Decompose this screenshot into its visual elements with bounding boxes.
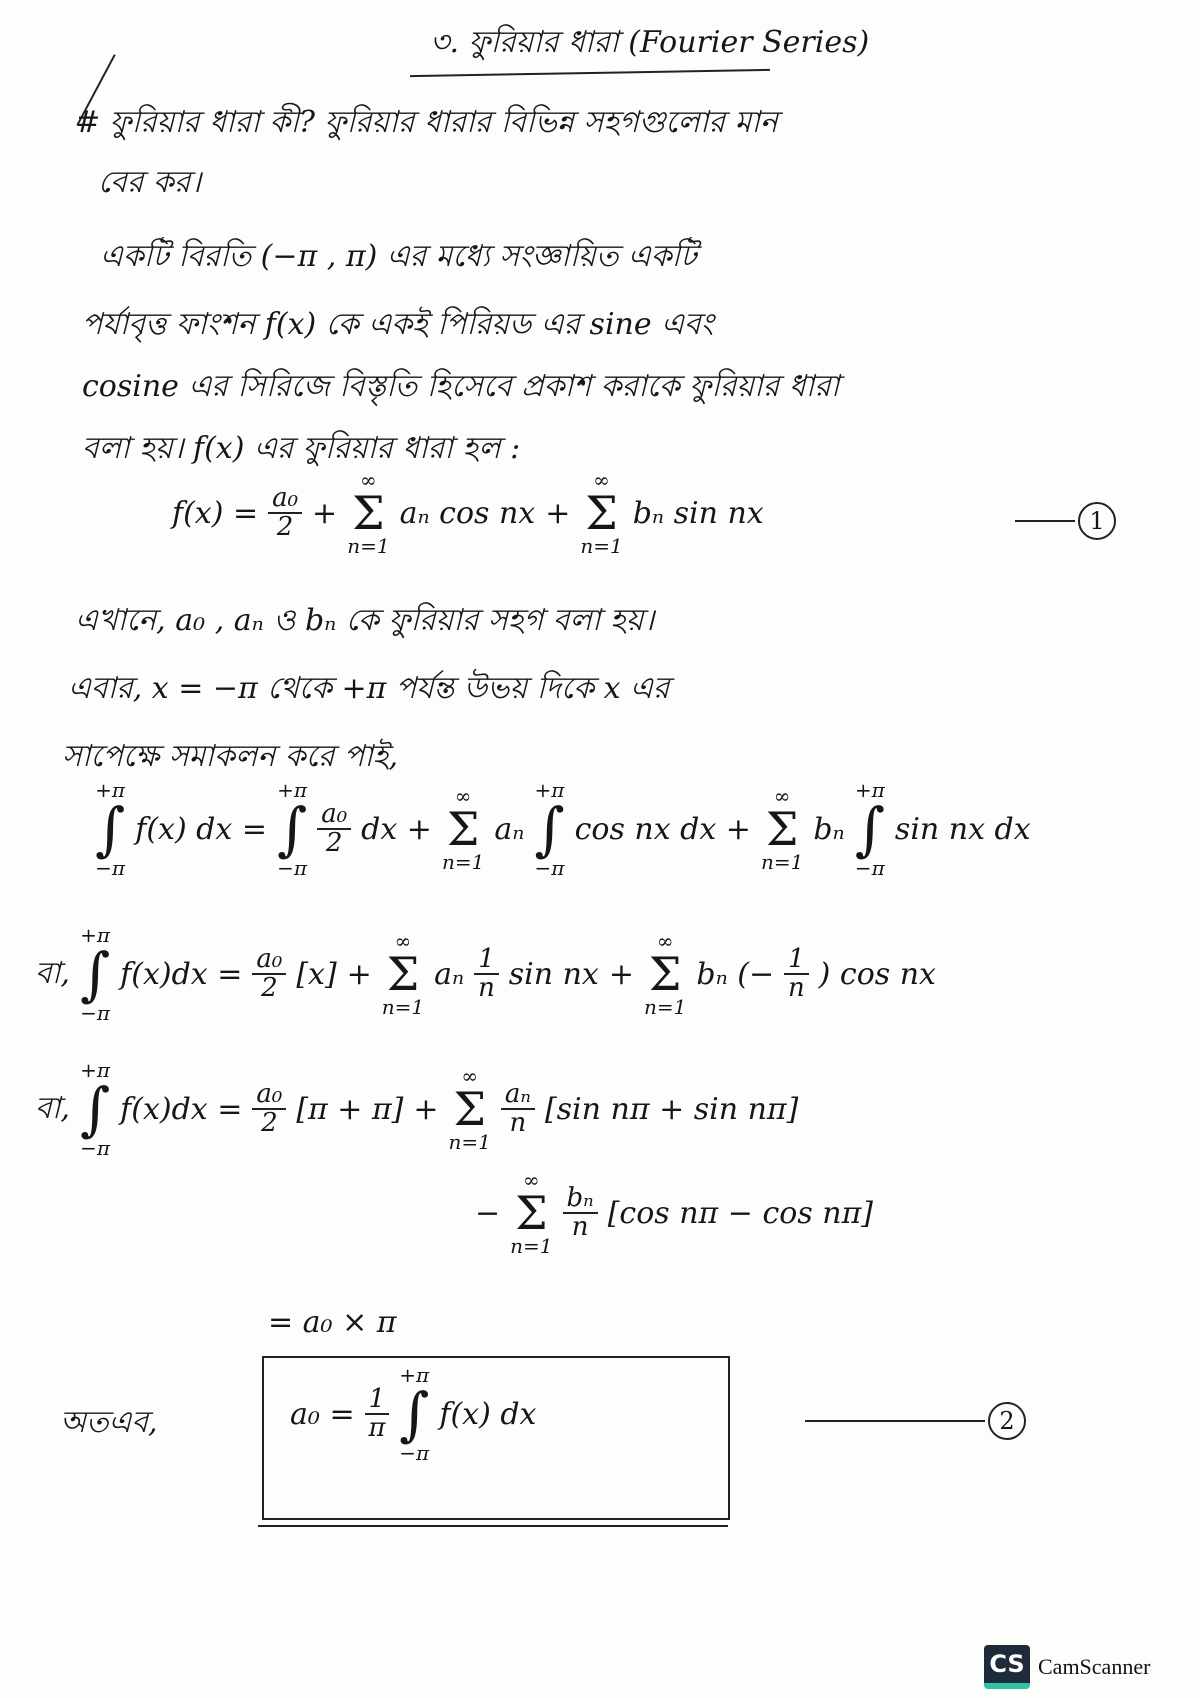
integration-equation [95,780,1031,878]
lower-limit: −π [854,856,885,880]
plus: + [413,1091,439,1127]
sum-upper: ∞ [593,468,610,492]
sum-lower: n=1 [448,1130,491,1154]
frac-num: a₀ [268,485,302,514]
sum-lower: n=1 [510,1234,553,1258]
an-over-n [501,1078,535,1138]
sum-lower: n=1 [644,995,687,1019]
a0-over-2 [252,1078,286,1138]
therefore-label: অতএব, [60,1405,158,1440]
sum-upper: ∞ [461,1064,479,1088]
frac-den: n [788,973,805,1003]
sigma: Σ [515,1186,548,1240]
summation [347,470,389,556]
page-title: ৩. ফুরিয়ার ধারা (Fourier Series) [430,25,870,60]
term: bₙ (− [696,956,775,992]
integral [95,780,125,878]
upper-limit: +π [95,778,126,802]
text-line: এখানে, a₀ , aₙ ও bₙ কে ফুরিয়ার সহগ বলা হয়। [75,603,655,638]
sum-lower: n=1 [760,850,804,874]
camscanner-watermark [984,1645,1150,1689]
sum-upper: ∞ [656,929,674,953]
term: ) cos nx [818,956,936,992]
frac-den: n [478,973,495,1003]
term: sin nx dx [894,811,1031,847]
eq3-lhs: f(x)dx = [120,956,243,992]
sigma: Σ [765,802,799,856]
integral [80,1060,110,1158]
result-underline [258,1525,728,1527]
frac-num: 1 [784,946,809,975]
plus: + [608,956,634,992]
cos-term: aₙ cos nx [399,495,536,531]
definition-line-3: cosine এর সিরিজে বিস্তৃতি হিসেবে প্রকাশ করাকে ফুরিয়ার ধারা [82,369,840,404]
term: [cos nπ − cos nπ] [607,1195,873,1231]
camscanner-logo-icon: CS [984,1645,1030,1689]
one-over-n [784,943,809,1003]
eq2-lhs: f(x) dx = [135,811,267,847]
sigma: Σ [453,1082,486,1136]
lower-limit: −π [80,1001,110,1025]
definition-line-4: বলা হয়। f(x) এর ফুরিয়ার ধারা হল : [82,431,521,466]
one-over-n [474,943,499,1003]
summation [382,931,424,1017]
plus: + [312,495,338,531]
frac-num: a₀ [252,1081,286,1110]
plus: + [346,956,372,992]
summation [644,931,686,1017]
definition-line-2: পর্যাবৃত্ত ফাংশন f(x) কে একই পিরিয়ড এর sine এবং [82,307,714,342]
integral-sign: ∫ [534,795,565,863]
term: dx + [361,811,432,847]
upper-limit: +π [277,778,308,802]
lower-limit: −π [277,856,308,880]
integral-sign: ∫ [79,1075,111,1143]
equation-number-2: 2 [988,1402,1026,1440]
bn-over-n [563,1182,598,1242]
lower-limit: −π [534,856,565,880]
frac-den: 2 [325,828,343,858]
fourier-series-equation [172,470,764,556]
lower-limit: −π [80,1136,110,1160]
sum-upper: ∞ [394,929,412,953]
integrand: f(x) dx [439,1396,537,1432]
sigma: Σ [648,947,682,1001]
dash [1015,520,1075,522]
text-line: সাপেক্ষে সমাকলন করে পাই, [62,739,399,774]
prefix: বা, [35,955,70,991]
sum-lower: n=1 [441,850,485,874]
upper-limit: +π [80,1058,110,1082]
sum-lower: n=1 [347,534,390,558]
frac-num: aₙ [501,1081,535,1110]
equation-number-1: 1 [1078,502,1116,540]
frac-num: 1 [365,1386,390,1415]
frac-num: 1 [474,946,499,975]
upper-limit: +π [399,1363,430,1387]
term: sin nx [508,956,599,992]
upper-limit: +π [534,778,565,802]
frac-den: π [368,1413,386,1443]
evaluated-equation-continued [475,1170,873,1256]
sum-upper: ∞ [360,468,377,492]
integral [277,780,307,878]
plus: + [545,495,571,531]
sum-upper: ∞ [773,784,791,808]
a0-over-2 [317,798,351,858]
sigma: Σ [585,486,618,540]
a0-over-2 [252,943,286,1003]
lower-limit: −π [399,1441,430,1465]
sum-lower: n=1 [580,534,623,558]
simplified-result: = a₀ × π [268,1305,397,1340]
sigma: Σ [386,947,420,1001]
a0-formula [290,1365,536,1463]
term: [π + π] [296,1091,404,1127]
integral-sign: ∫ [854,795,885,863]
frac-den: n [509,1108,527,1138]
summation [449,1066,491,1152]
eq4-lhs: f(x)dx = [120,1091,243,1127]
term: aₙ [494,811,525,847]
prefix: বা, [35,1090,70,1126]
summation [442,786,484,872]
integral [399,1365,429,1463]
a0-lhs: a₀ = [290,1396,355,1432]
term: [x] [296,956,337,992]
frac-den: n [571,1212,589,1242]
integrated-equation [35,925,936,1023]
frac-num: a₀ [252,946,286,975]
frac-den: 2 [261,973,278,1003]
sum-upper: ∞ [522,1168,540,1192]
frac-num: bₙ [563,1185,598,1214]
camscanner-text: CamScanner [1038,1654,1151,1679]
integral [855,780,885,878]
term: bₙ [813,811,845,847]
evaluated-equation [35,1060,798,1158]
sin-term: bₙ sin nx [632,495,764,531]
integral-sign: ∫ [95,795,126,863]
lower-limit: −π [95,856,126,880]
frac-den: 2 [276,512,294,542]
definition-line-1: একটি বিরতি (−π , π) এর মধ্যে সংজ্ঞায়িত একটি [100,239,697,274]
eq1-lhs: f(x) = [172,495,259,531]
minus: − [475,1195,501,1231]
summation [580,470,622,556]
a0-over-2 [268,482,302,542]
summation [510,1170,552,1256]
upper-limit: +π [854,778,885,802]
term: cos nx dx + [574,811,751,847]
summation [761,786,803,872]
term: aₙ [434,956,465,992]
integral-sign: ∫ [399,1380,430,1448]
frac-den: 2 [261,1108,278,1138]
integral [80,925,110,1023]
title-underline [410,69,770,77]
term: [sin nπ + sin nπ] [544,1091,799,1127]
integral [534,780,564,878]
one-over-pi [365,1383,390,1443]
sum-upper: ∞ [454,784,472,808]
dash [805,1420,985,1422]
text-line: এবার, x = −π থেকে +π পর্যন্ত উভয় দিকে x এর [68,671,670,706]
question-line-2: বের কর। [98,165,202,200]
sum-lower: n=1 [381,995,425,1019]
integral-sign: ∫ [79,940,111,1008]
integral-sign: ∫ [276,795,308,863]
sigma: Σ [352,486,385,540]
question-line-1: # ফুরিয়ার ধারা কী? ফুরিয়ার ধারার বিভিন্ন সহগগুলোর মান [75,105,778,140]
upper-limit: +π [80,923,110,947]
sigma: Σ [446,802,480,856]
frac-num: a₀ [317,801,351,830]
